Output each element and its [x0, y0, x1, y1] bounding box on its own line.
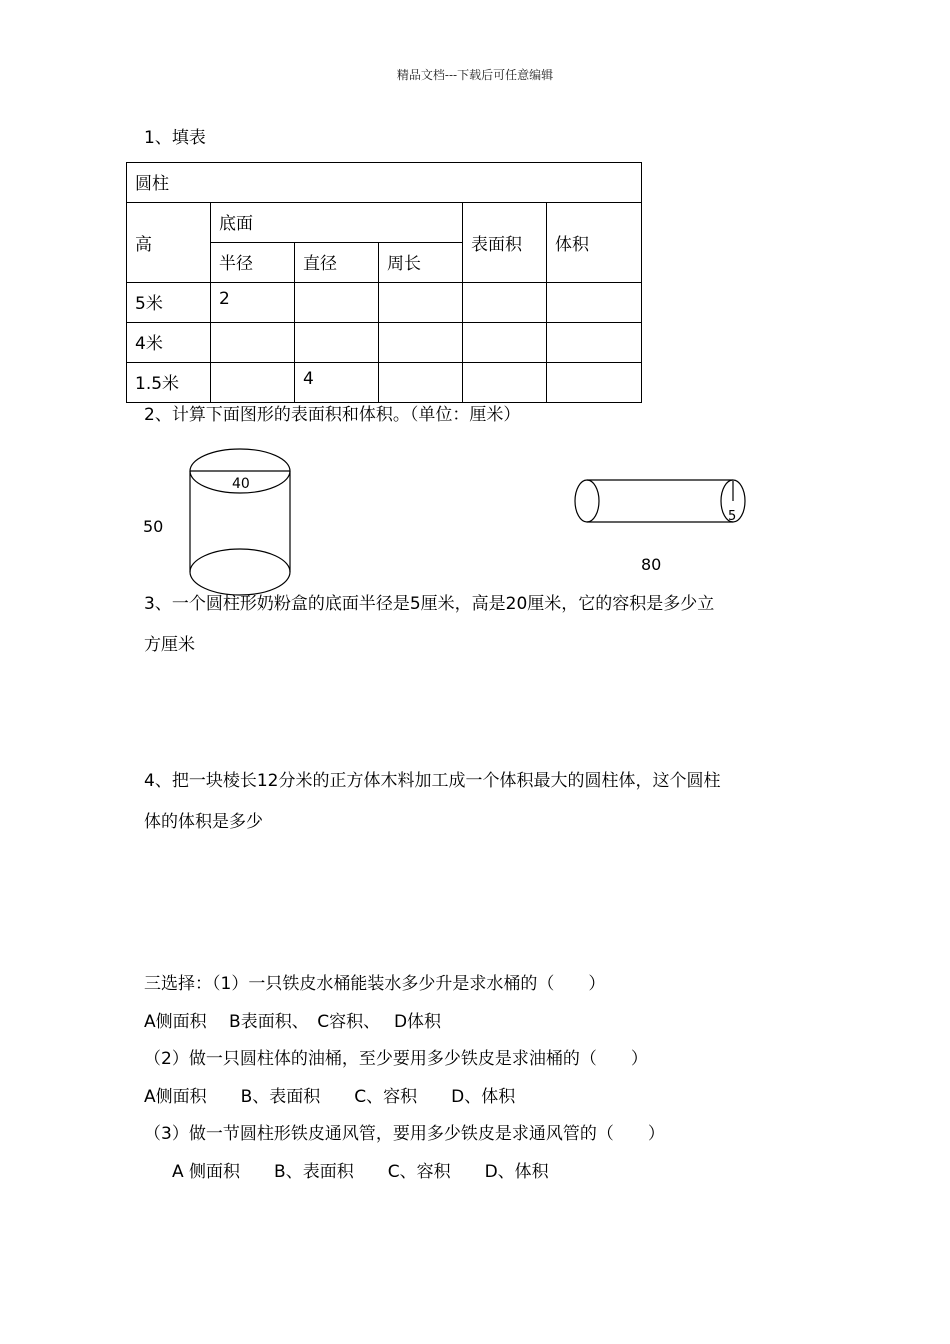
cell-volume [547, 283, 642, 323]
cell-diameter: 4 [295, 363, 379, 403]
cell-volume [547, 363, 642, 403]
table-row [127, 323, 642, 363]
radius-label: 5 [728, 509, 737, 524]
header-radius: 半径 [211, 243, 295, 283]
q3-line-1: 3、一个圆柱形奶粉盒的底面半径是5厘米，高是20厘米，它的容积是多少立 [144, 594, 715, 614]
cell-surface-area [463, 363, 547, 403]
cell-volume [547, 323, 642, 363]
diameter-label: 40 [232, 476, 250, 492]
header-volume: 体积 [547, 203, 642, 283]
header-height: 高 [127, 203, 211, 283]
cell-height: 1.5米 [127, 363, 211, 403]
upright-cylinder-figure [140, 440, 310, 600]
length-label: 80 [641, 555, 662, 574]
cylinder-left-ellipse [575, 480, 599, 522]
q3-line-2: 方厘米 [144, 635, 195, 655]
q2-title: 2、计算下面图形的表面积和体积。（单位：厘米） [144, 405, 521, 425]
table-row [127, 363, 642, 403]
cell-circumference [379, 323, 463, 363]
choice-q3-options: A 侧面积 B、表面积 C、容积 D、体积 [172, 1162, 549, 1182]
cell-diameter [295, 323, 379, 363]
choice-q1-options: A侧面积 B表面积、 C容积、 D体积 [144, 1012, 442, 1032]
q4-line-2: 体的体积是多少 [144, 812, 263, 832]
cell-radius [211, 363, 295, 403]
choice-q2-options: A侧面积 B、表面积 C、容积 D、体积 [144, 1087, 516, 1107]
cylinder-bottom-ellipse [190, 549, 290, 595]
cylinder-table [126, 162, 642, 403]
cell-surface-area [463, 323, 547, 363]
cell-height: 4米 [127, 323, 211, 363]
header-diameter: 直径 [295, 243, 379, 283]
choice-q3: （3）做一节圆柱形铁皮通风管，要用多少铁皮是求通风管的（ ） [144, 1124, 665, 1144]
cell-diameter [295, 283, 379, 323]
horizontal-cylinder-figure [570, 474, 755, 580]
q1-title: 1、填表 [144, 128, 206, 148]
choice-q2: （2）做一只圆柱体的油桶，至少要用多少铁皮是求油桶的（ ） [144, 1049, 648, 1069]
page-header: 精品文档---下载后可任意编辑 [396, 68, 554, 82]
cell-circumference [379, 363, 463, 403]
header-base: 底面 [211, 203, 463, 243]
cell-circumference [379, 283, 463, 323]
header-surface-area: 表面积 [463, 203, 547, 283]
height-label: 50 [143, 517, 164, 536]
cell-radius: 2 [211, 283, 295, 323]
q4-line-1: 4、把一块棱长12分米的正方体木料加工成一个体积最大的圆柱体，这个圆柱 [144, 771, 721, 791]
cell-height: 5米 [127, 283, 211, 323]
table-caption: 圆柱 [127, 163, 642, 203]
choice-q1: 三选择：（1）一只铁皮水桶能装水多少升是求水桶的（ ） [144, 974, 606, 994]
cell-radius [211, 323, 295, 363]
header-circumference: 周长 [379, 243, 463, 283]
table-row [127, 283, 642, 323]
cell-surface-area [463, 283, 547, 323]
